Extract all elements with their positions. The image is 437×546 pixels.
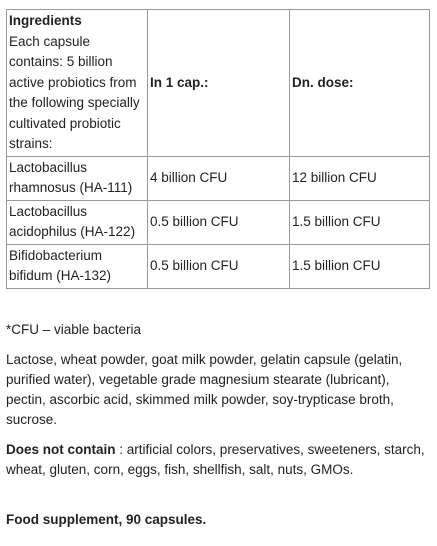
table-header-row [7, 10, 430, 157]
table-row [7, 156, 430, 200]
does-not-contain-label: Does not contain [6, 442, 116, 457]
ingredients-heading: Ingredients [9, 13, 82, 28]
ingredients-list: Lactose, wheat powder, goat milk powder, gelatin capsule (gelatin, purified water), vegetable grade magnesium stearate (lubricant), pectin, ascorbic acid, skimmed milk powder, soy-trypticase broth, sucrose. [6, 352, 403, 427]
table-row [7, 200, 430, 244]
cfu-footnote: *CFU – viable bacteria [6, 322, 142, 337]
daily-dose-value: 1.5 billion CFU [290, 244, 430, 288]
header-cell-ingredients [7, 10, 148, 157]
per-capsule-value: 0.5 billion CFU [148, 244, 290, 288]
strain-name: Bifidobacterium bifidum (HA-132) [7, 244, 148, 288]
daily-dose-value: 1.5 billion CFU [290, 200, 430, 244]
header-cell-per-capsule: In 1 cap.: [148, 10, 290, 157]
food-supplement-note: Food supplement, 90 capsules. [6, 512, 207, 527]
ingredients-description: Each capsule contains: 5 billion active probiotics from the following specially cultivated probiotic strains: [9, 33, 140, 151]
header-cell-daily-dose: Dn. dose: [290, 10, 430, 157]
does-not-contain [6, 440, 426, 480]
daily-dose-value: 12 billion CFU [290, 156, 430, 200]
strain-name: Lactobacillus acidophilus (HA-122) [7, 200, 148, 244]
does-not-contain-text: : artificial colors, preservatives, sweeteners, starch, wheat, gluten, corn, eggs, fish, shellfish, salt, nuts, GMOs. [6, 442, 425, 477]
strain-name: Lactobacillus rhamnosus (HA-111) [7, 156, 148, 200]
per-capsule-value: 0.5 billion CFU [148, 200, 290, 244]
ingredients-table [6, 9, 430, 289]
per-capsule-value: 4 billion CFU [148, 156, 290, 200]
table-row [7, 244, 430, 288]
